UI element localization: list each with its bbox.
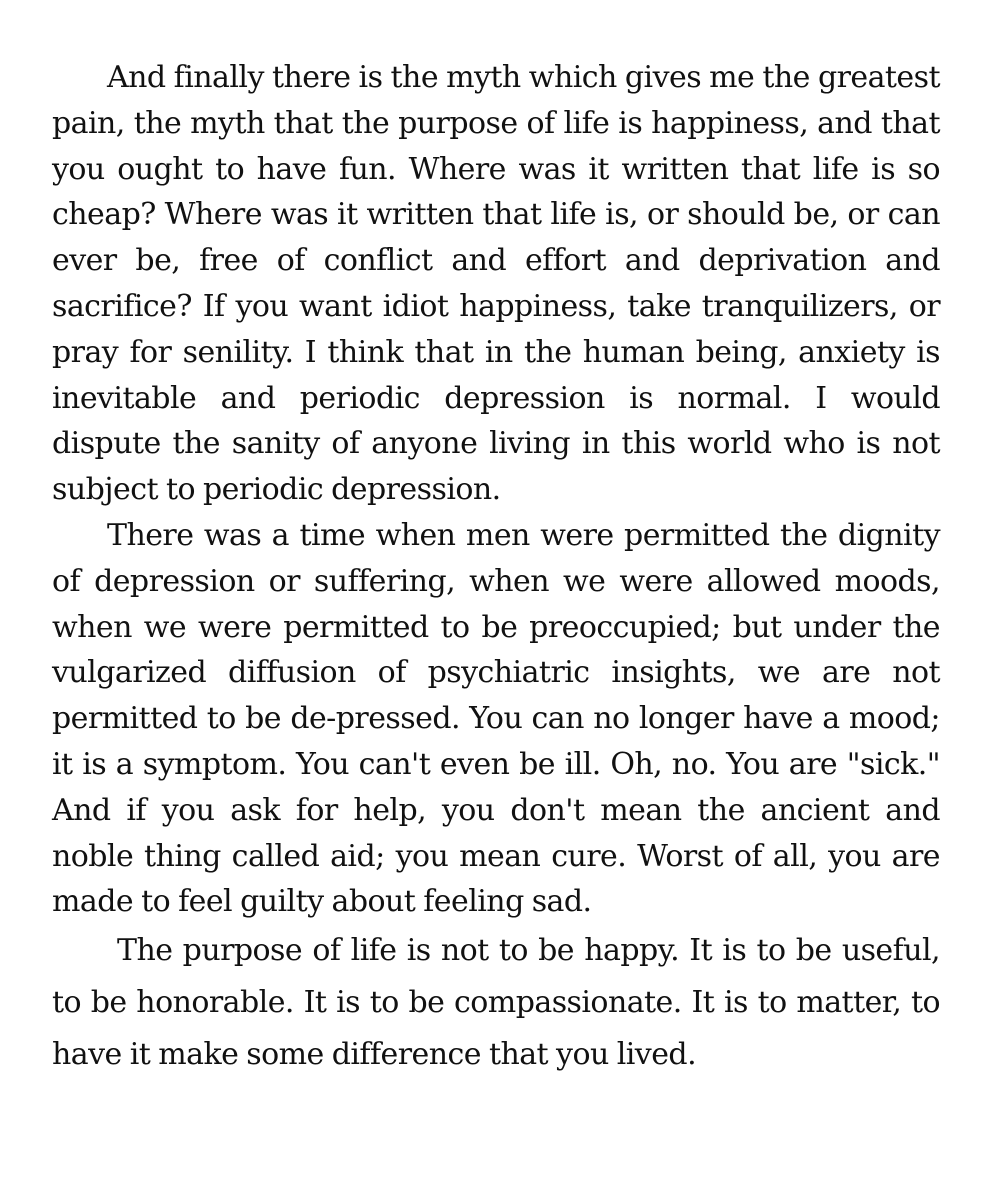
paragraph-dignity-of-depression: There was a time when men were permitted the dignity of depression or suffering, when we were allowed moods, when we were permitted to be preoccupied; but under the vulgarized diffusion of psychiatric insights, we are not permitted to be de-pressed. You can no longer have a mood; it is a symptom. You can't even be ill. Oh, no. You are "sick." And if you ask for help, you don't mean the ancient and noble thing called aid; you mean cure. Worst of all, you are made to feel guilty about feeling sad.: [52, 517, 940, 920]
paragraph-myth-of-happiness: And finally there is the myth which gives me the greatest pain, the myth that the purpose of life is happiness, and that you ought to have fun. Where was it written that life is so cheap? Where was it written that life is, or should be, or can ever be, free of conflict and effort and deprivation and sacrifice? If you want idiot happiness, take tranquilizers, or pray for senility. I think that in the human being, anxiety is inevitable and periodic depression is normal. I would dispute the sanity of anyone living in this world who is not subject to periodic depression.: [52, 60, 940, 508]
paragraph-purpose-of-life: The purpose of life is not to be happy. It is to be useful, to be honorable. It is to be compassionate. It is to matter, to have it make some difference that you lived.: [52, 933, 940, 1073]
document-page: [52, 55, 940, 1081]
